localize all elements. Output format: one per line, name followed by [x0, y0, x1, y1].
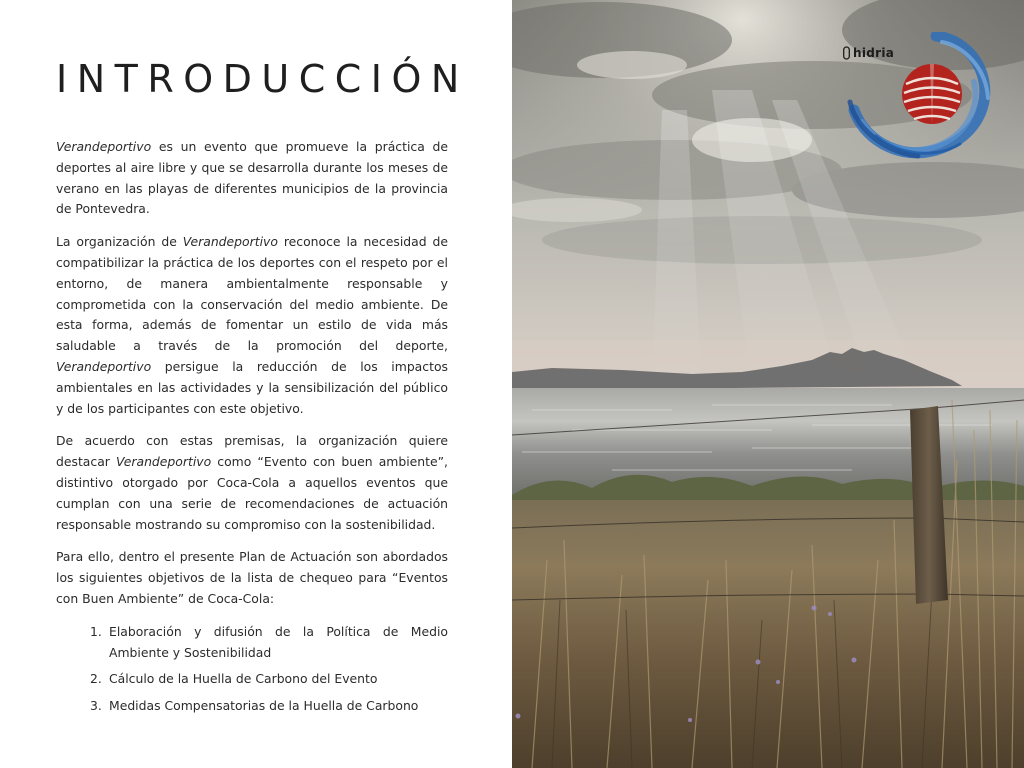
paragraph-2-text-b: reconoce la necesidad de compatibilizar la práctica de los deportes con el respeto por el entorno, de manera ambientalmente responsable y comprometida con la conservación del medio ambiente. De esta forma, además de fomentar un estilo de vida más saludable a través de la promoción del deporte,	[56, 234, 448, 354]
list-item	[56, 669, 448, 690]
coastal-landscape-photo	[512, 0, 1024, 768]
list-item-number: 3.	[90, 698, 102, 714]
logo-wordmark-text: hidria	[853, 46, 895, 60]
list-item	[56, 696, 448, 717]
paragraph-3-text-b: como “Evento con buen ambiente”, distintivo otorgado por Coca-Cola a aquellos eventos que cumplan con una serie de recomendaciones de actuación responsable mostrando su compromiso con la sostenibilidad.	[56, 454, 448, 532]
list-item-text: Cálculo de la Huella de Carbono del Evento	[109, 671, 378, 687]
list-item-text: Medidas Compensatorias de la Huella de Carbono	[109, 698, 419, 714]
paragraph-4: Para ello, dentro el presente Plan de Actuación son abordados los siguientes objetivos de la lista de chequeo para “Eventos con Buen Ambiente” de Coca-Cola:	[56, 549, 448, 606]
paragraph-1	[56, 137, 448, 220]
list-item-number: 1.	[90, 623, 102, 639]
list-item-text: Elaboración y difusión de la Política de Medio Ambiente y Sostenibilidad	[109, 623, 448, 660]
paragraph-2-text-c: persigue la reducción de los impactos ambientales en las actividades y la sensibilización del público y de los participantes con este objetivo.	[56, 358, 448, 416]
paragraph-1-text: es un evento que promueve la práctica de deportes al aire libre y que se desarrolla durante los meses de verano en las playas de diferentes municipios de la provincia de Pontevedra.	[56, 139, 448, 217]
objectives-list	[56, 622, 448, 717]
event-name: Verandeportivo	[56, 139, 152, 154]
page-title: INTRODUCCIÓN	[56, 57, 469, 101]
introduction-body	[56, 137, 448, 723]
paragraph-3	[56, 431, 448, 535]
paragraph-2	[56, 232, 448, 419]
list-item	[56, 622, 448, 664]
event-name: Verandeportivo	[116, 454, 212, 470]
paragraph-2-text-a: La organización de	[56, 234, 183, 250]
event-name: Verandeportivo	[182, 234, 278, 250]
event-name: Verandeportivo	[56, 358, 152, 374]
list-item-number: 2.	[90, 671, 102, 687]
paragraph-3-text-a: De acuerdo con estas premisas, la organización quiere destacar	[56, 433, 448, 470]
wave-shell-emblem-icon	[846, 32, 996, 168]
